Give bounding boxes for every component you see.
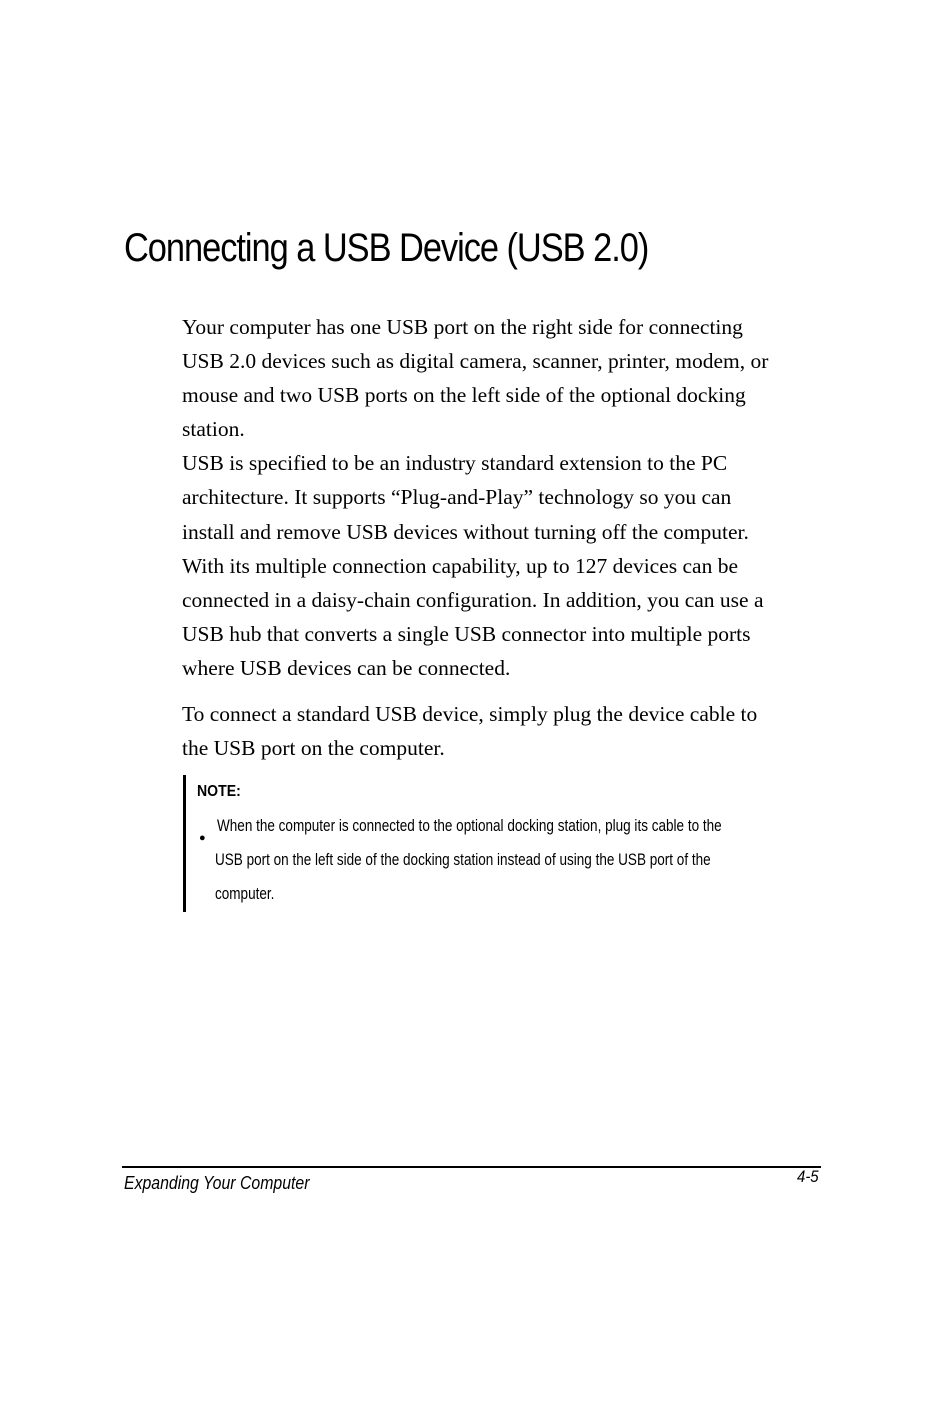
text-line: Your computer has one USB port on the right side for connecting [182, 315, 743, 339]
text-line: connected in a daisy-chain configuration. In addition, you can use a [182, 587, 764, 612]
paragraph-connect-device [182, 698, 822, 765]
text-line: station. [182, 417, 245, 442]
text-line: USB is specified to be an industry standard extension to the PC [182, 451, 728, 476]
text-line: To connect a standard USB device, simply plug the device cable to [182, 702, 758, 727]
bullet-icon: ● [199, 832, 206, 844]
footer-chapter-title: Expanding Your Computer [124, 1173, 310, 1193]
note-text-line: When the computer is connected to the optional docking station, plug its cable to the [217, 817, 722, 835]
text-line: architecture. It supports “Plug-and-Play” technology so you can [182, 485, 732, 510]
note-text-line: computer. [215, 885, 275, 903]
text-line: mouse and two USB ports on the left side of the optional docking [182, 383, 746, 408]
text-line: With its multiple connection capability, up to 127 devices can be [182, 553, 738, 578]
paragraph-usb-standard [182, 446, 822, 685]
text-line: the USB port on the computer. [182, 735, 445, 760]
text-line: install and remove USB devices without turning off the computer. [182, 519, 749, 544]
note-box [183, 775, 826, 912]
footer-divider [122, 1166, 821, 1168]
text-line: USB hub that converts a single USB connector into multiple ports [182, 621, 751, 646]
paragraph-usb-ports [182, 310, 822, 446]
text-line: USB 2.0 devices such as digital camera, scanner, printer, modem, or [182, 349, 769, 374]
body-text [182, 310, 822, 765]
page-title: Connecting a USB Device (USB 2.0) [124, 226, 649, 270]
page-number: 4-5 [797, 1167, 819, 1186]
note-text-line: USB port on the left side of the docking station instead of using the USB port of the [215, 851, 711, 869]
text-line: where USB devices can be connected. [182, 655, 511, 680]
note-label: NOTE: [197, 783, 241, 800]
